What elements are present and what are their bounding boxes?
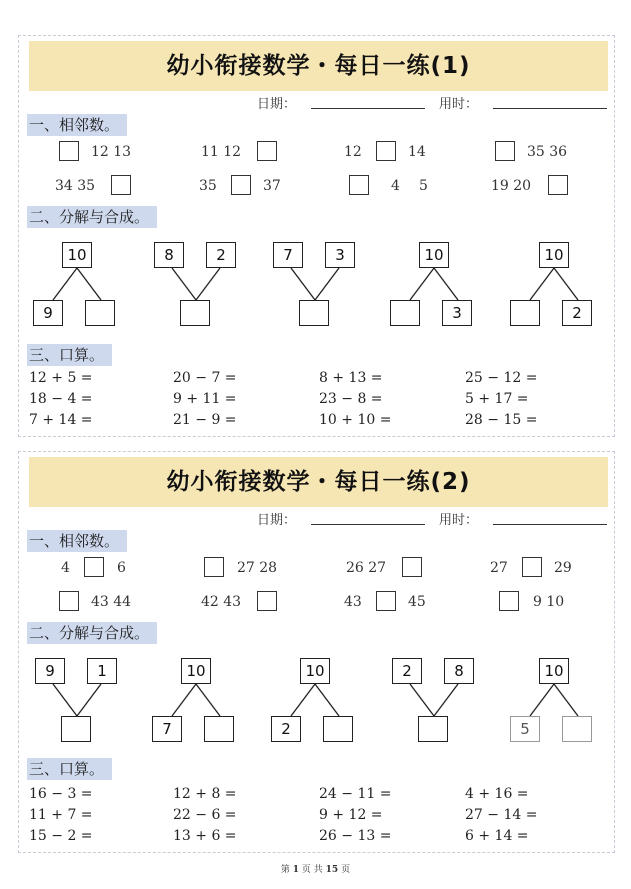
calc-problem: 26 − 13 =	[319, 828, 392, 844]
bond-part: 3	[325, 242, 355, 268]
bond-part-blank[interactable]	[390, 300, 420, 326]
adjacent-number: 35	[199, 178, 217, 194]
number-bond-merge	[150, 242, 240, 337]
bond-part-blank[interactable]	[85, 300, 115, 326]
adjacent-numbers: 19 20	[491, 178, 532, 194]
number-bond-split	[150, 658, 240, 753]
footer-suffix: 页	[341, 865, 351, 875]
date-blank[interactable]	[311, 524, 425, 525]
adjacent-numbers: 43 44	[91, 594, 132, 610]
footer-page-number: 1	[292, 865, 300, 875]
bond-part: 2	[562, 300, 592, 326]
bond-whole: 10	[419, 242, 449, 268]
calc-problem: 27 − 14 =	[465, 807, 538, 823]
footer-middle: 页 共	[301, 865, 323, 875]
bond-whole: 10	[539, 658, 569, 684]
adjacent-number: 5	[419, 178, 428, 194]
bond-part: 2	[206, 242, 236, 268]
adjacent-numbers: 12 13	[91, 144, 132, 160]
bond-whole-blank[interactable]	[418, 716, 448, 742]
bond-whole: 10	[181, 658, 211, 684]
calc-problem: 11 + 7 =	[29, 807, 93, 823]
calc-problem: 13 + 6 =	[173, 828, 237, 844]
footer-total-pages: 15	[325, 865, 339, 875]
calc-problem: 24 − 11 =	[319, 786, 392, 802]
answer-box[interactable]	[376, 141, 396, 161]
adjacent-number: 14	[408, 144, 426, 160]
calc-problem: 16 − 3 =	[29, 786, 93, 802]
bond-whole-blank[interactable]	[61, 716, 91, 742]
adjacent-numbers: 11 12	[201, 144, 242, 160]
number-bond-split	[388, 242, 478, 337]
section-decompose-title: 二、分解与合成。	[27, 622, 157, 644]
bond-part: 2	[392, 658, 422, 684]
adjacent-number: 29	[554, 560, 572, 576]
bond-part: 9	[33, 300, 63, 326]
answer-box[interactable]	[495, 141, 515, 161]
adjacent-number: 6	[117, 560, 126, 576]
adjacent-number: 27	[490, 560, 508, 576]
adjacent-number: 12	[344, 144, 362, 160]
adjacent-numbers: 26 27	[346, 560, 387, 576]
section-decompose-title: 二、分解与合成。	[27, 206, 157, 228]
meta-row	[19, 509, 616, 527]
answer-box[interactable]	[499, 591, 519, 611]
number-bond-split	[31, 242, 121, 337]
worksheet-title: 幼小衔接数学・每日一练(1)	[29, 41, 608, 91]
calc-problem: 12 + 5 =	[29, 370, 93, 386]
answer-box[interactable]	[402, 557, 422, 577]
answer-box[interactable]	[376, 591, 396, 611]
bond-part: 8	[154, 242, 184, 268]
calc-problem: 7 + 14 =	[29, 412, 93, 428]
calc-problem: 12 + 8 =	[173, 786, 237, 802]
calc-problem: 6 + 14 =	[465, 828, 529, 844]
date-blank[interactable]	[311, 108, 425, 109]
number-bond-merge	[269, 242, 359, 337]
meta-row	[19, 93, 616, 111]
answer-box[interactable]	[231, 175, 251, 195]
worksheet-title: 幼小衔接数学・每日一练(2)	[29, 457, 608, 507]
bond-part: 2	[271, 716, 301, 742]
bond-part-blank[interactable]	[204, 716, 234, 742]
bond-part: 5	[510, 716, 540, 742]
calc-problem: 9 + 11 =	[173, 391, 237, 407]
adjacent-number: 37	[263, 178, 281, 194]
calc-problem: 18 − 4 =	[29, 391, 93, 407]
section-mental-math-title: 三、口算。	[27, 758, 112, 780]
answer-box[interactable]	[257, 141, 277, 161]
calc-problem: 23 − 8 =	[319, 391, 383, 407]
time-label: 用时：	[439, 97, 479, 112]
bond-whole-blank[interactable]	[180, 300, 210, 326]
calc-problem: 4 + 16 =	[465, 786, 529, 802]
time-blank[interactable]	[493, 524, 607, 525]
date-label: 日期：	[257, 513, 297, 528]
calc-problem: 21 − 9 =	[173, 412, 237, 428]
time-label: 用时：	[439, 513, 479, 528]
adjacent-number: 43	[344, 594, 362, 610]
bond-part: 1	[87, 658, 117, 684]
answer-box[interactable]	[522, 557, 542, 577]
answer-box[interactable]	[84, 557, 104, 577]
footer-prefix: 第	[280, 865, 290, 875]
adjacent-number: 45	[408, 594, 426, 610]
adjacent-numbers: 9 10	[533, 594, 565, 610]
worksheet-1	[18, 35, 615, 437]
section-adjacent-title: 一、相邻数。	[27, 530, 127, 552]
number-bond-merge	[388, 658, 478, 753]
bond-part: 3	[442, 300, 472, 326]
calc-problem: 9 + 12 =	[319, 807, 383, 823]
calc-problem: 20 − 7 =	[173, 370, 237, 386]
bond-part-blank[interactable]	[323, 716, 353, 742]
bond-part: 9	[35, 658, 65, 684]
number-bond-split	[508, 658, 598, 753]
calc-problem: 25 − 12 =	[465, 370, 538, 386]
time-blank[interactable]	[493, 108, 607, 109]
section-adjacent-title: 一、相邻数。	[27, 114, 127, 136]
bond-part: 8	[444, 658, 474, 684]
answer-box[interactable]	[59, 591, 79, 611]
worksheet-2	[18, 451, 615, 853]
answer-box[interactable]	[349, 175, 369, 195]
bond-part: 7	[273, 242, 303, 268]
calc-problem: 8 + 13 =	[319, 370, 383, 386]
bond-whole-blank[interactable]	[299, 300, 329, 326]
calc-problem: 28 − 15 =	[465, 412, 538, 428]
adjacent-numbers: 27 28	[237, 560, 278, 576]
calc-problem: 15 − 2 =	[29, 828, 93, 844]
bond-part-blank[interactable]	[562, 716, 592, 742]
adjacent-number: 4	[391, 178, 400, 194]
answer-box[interactable]	[204, 557, 224, 577]
adjacent-numbers: 42 43	[201, 594, 242, 610]
answer-box[interactable]	[111, 175, 131, 195]
calc-problem: 5 + 17 =	[465, 391, 529, 407]
bond-whole: 10	[62, 242, 92, 268]
number-bond-split	[508, 242, 598, 337]
answer-box[interactable]	[257, 591, 277, 611]
bond-whole: 10	[300, 658, 330, 684]
section-mental-math-title: 三、口算。	[27, 344, 112, 366]
number-bond-merge	[31, 658, 121, 753]
answer-box[interactable]	[548, 175, 568, 195]
answer-box[interactable]	[59, 141, 79, 161]
calc-problem: 22 − 6 =	[173, 807, 237, 823]
bond-whole: 10	[539, 242, 569, 268]
bond-part-blank[interactable]	[510, 300, 540, 326]
adjacent-numbers: 35 36	[527, 144, 568, 160]
page-footer	[0, 862, 631, 875]
adjacent-number: 4	[61, 560, 70, 576]
adjacent-numbers: 34 35	[55, 178, 96, 194]
bond-part: 7	[152, 716, 182, 742]
number-bond-split	[269, 658, 359, 753]
calc-problem: 10 + 10 =	[319, 412, 392, 428]
date-label: 日期：	[257, 97, 297, 112]
